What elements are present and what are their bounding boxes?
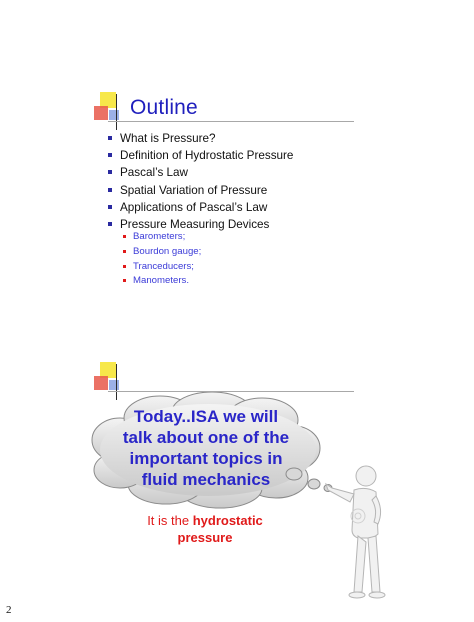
slide1-title-decoration: [94, 92, 134, 132]
list-item: [108, 130, 293, 147]
sub-list-item: [123, 260, 201, 275]
list-item-label: What is Pressure?: [120, 132, 216, 145]
list-item-label: Pascal’s Law: [120, 166, 188, 180]
cloud-message: [96, 406, 316, 490]
deco-vertical-line: [116, 94, 117, 130]
square-bullet-icon: [108, 170, 112, 174]
deco-blue-square: [109, 110, 119, 120]
deco-red-square: [94, 106, 108, 120]
deco-red-square: [94, 376, 108, 390]
list-item-label: Pressure Measuring Devices: [120, 217, 270, 231]
list-item-label: Spatial Variation of Pressure: [120, 183, 268, 197]
list-item: [108, 182, 293, 199]
list-item-label: Definition of Hydrostatic Pressure: [120, 149, 294, 163]
list-item: [108, 164, 293, 181]
list-item-label: Applications of Pascal’s Law: [120, 200, 268, 214]
list-item: [108, 147, 293, 164]
square-bullet-icon: [108, 205, 112, 209]
person-pointing-figure: [318, 464, 388, 602]
square-bullet-icon: [123, 235, 126, 238]
sub-list-item: [123, 274, 201, 289]
statement-line2: pressure: [177, 530, 233, 545]
cloud-line: important topics in: [129, 449, 283, 468]
cloud-line: fluid mechanics: [141, 470, 271, 489]
sub-list-item-label: Tranceducers;: [133, 260, 194, 272]
sub-list-item: [123, 245, 201, 260]
list-item: [108, 199, 293, 216]
cloud-line: talk about one of the: [122, 428, 290, 447]
sub-list-item-label: Barometers;: [133, 231, 186, 242]
sub-list-item: [123, 230, 201, 245]
statement-prefix: It is the: [147, 513, 193, 528]
square-bullet-icon: [108, 153, 112, 157]
square-bullet-icon: [108, 188, 112, 192]
page-title: Outline: [130, 96, 198, 119]
sub-list-item-label: Bourdon gauge;: [133, 245, 202, 257]
cloud-line: Today..ISA we will: [133, 407, 279, 426]
page-number: 2: [6, 604, 12, 616]
sub-list-item-label: Manometers.: [133, 275, 189, 287]
statement-bold: hydrostatic: [192, 513, 263, 528]
slide1-title-rule: [108, 121, 354, 122]
square-bullet-icon: [108, 136, 112, 140]
measuring-devices-sublist: [123, 230, 201, 289]
outline-list: [108, 130, 293, 233]
deco-blue-square: [109, 380, 119, 390]
square-bullet-icon: [123, 250, 126, 253]
square-bullet-icon: [123, 265, 126, 268]
square-bullet-icon: [108, 222, 112, 226]
square-bullet-icon: [123, 279, 126, 282]
hydrostatic-pressure-statement: [110, 512, 300, 546]
